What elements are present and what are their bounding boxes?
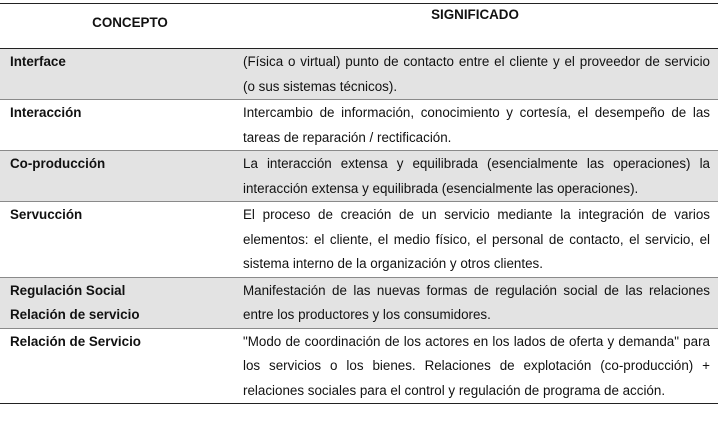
concept-term: Interacción [10, 105, 82, 120]
table-row [0, 202, 718, 278]
meaning-cell: (Física o virtual) punto de contacto entre el cliente y el proveedor de servicio (o sus sistemas técnicos). [232, 49, 718, 100]
table-body [0, 49, 718, 404]
table-row [0, 151, 718, 202]
concept-cell [0, 151, 232, 202]
concept-cell [0, 277, 232, 328]
concept-cell [0, 328, 232, 404]
concept-term: Co-producción [10, 156, 106, 171]
concept-term: Relación de servicio [10, 307, 140, 322]
meaning-cell: Manifestación de las nuevas formas de regulación social de las relaciones entre los productores y los consumidores. [232, 277, 718, 328]
concept-cell [0, 202, 232, 278]
concept-term: Relación de Servicio [10, 333, 141, 349]
concept-cell [0, 100, 232, 151]
table-row [0, 100, 718, 151]
table-row [0, 328, 718, 404]
concept-term: Interface [10, 54, 66, 69]
meaning-cell: El proceso de creación de un servicio mediante la integración de varios elementos: el cliente, el medio físico, el personal de contacto, el servicio, el sistema interno de la organización y otros clientes. [232, 202, 718, 278]
concept-column-header: CONCEPTO [0, 4, 232, 49]
meaning-column-header: SIGNIFICADO [232, 4, 718, 49]
meaning-cell: La interacción extensa y equilibrada (esencialmente las operaciones) la interacción extensa y equilibrada (esencialmente las operaciones). [232, 151, 718, 202]
table-row [0, 277, 718, 328]
table-row [0, 49, 718, 100]
concept-term: Regulación Social [10, 282, 126, 298]
concept-cell [0, 49, 232, 100]
header-row [0, 4, 718, 49]
meaning-cell: "Modo de coordinación de los actores en los lados de oferta y demanda" para los servicios o los bienes. Relaciones de explotación (co-producción) + relaciones sociales para el control y regulación de programa de acción. [232, 328, 718, 404]
meaning-cell: Intercambio de información, conocimiento y cortesía, el desempeño de las tareas de reparación / rectificación. [232, 100, 718, 151]
glossary-table [0, 3, 718, 404]
concept-term: Servucción [10, 207, 83, 222]
